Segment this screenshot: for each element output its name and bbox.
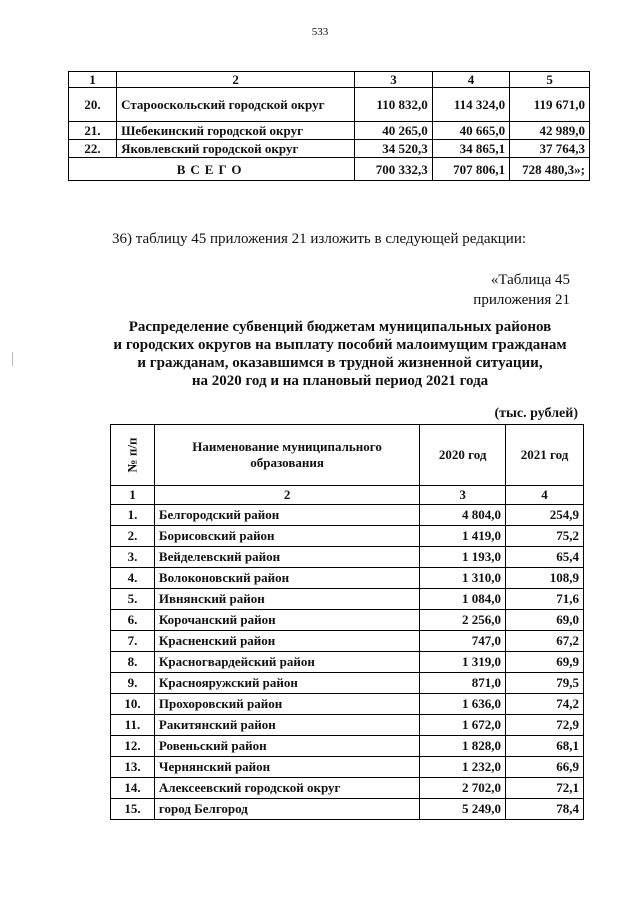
municipality-name: Ровеньский район bbox=[154, 736, 419, 757]
table-row bbox=[111, 736, 584, 757]
table-row bbox=[69, 122, 590, 140]
title-line: Распределение субвенций бюджетам муниципальных районов bbox=[128, 319, 552, 335]
title-line: и городских округов на выплату пособий малоимущим гражданам bbox=[113, 337, 567, 353]
row-number: 9. bbox=[111, 673, 155, 694]
units-label: (тыс. рублей) bbox=[494, 406, 578, 421]
row-number: 14. bbox=[111, 778, 155, 799]
value-2020: 1 828,0 bbox=[420, 736, 506, 757]
value-2020: 871,0 bbox=[420, 673, 506, 694]
table-row bbox=[69, 140, 590, 158]
continuation-table bbox=[68, 71, 590, 181]
value-2020: 1 672,0 bbox=[420, 715, 506, 736]
table-row bbox=[111, 631, 584, 652]
table-header-row bbox=[69, 72, 590, 88]
total-value: 700 332,3 bbox=[355, 158, 432, 181]
value-cell: 40 665,0 bbox=[432, 122, 509, 140]
col-number: 4 bbox=[506, 486, 584, 505]
table-reference bbox=[473, 270, 570, 310]
municipality-name: город Белгород bbox=[154, 799, 419, 820]
table-row bbox=[111, 505, 584, 526]
subvention-table bbox=[110, 424, 584, 820]
row-number: 6. bbox=[111, 610, 155, 631]
column-numbers-row bbox=[111, 486, 584, 505]
value-2020: 1 232,0 bbox=[420, 757, 506, 778]
row-number: 15. bbox=[111, 799, 155, 820]
table-row bbox=[111, 589, 584, 610]
col-number: 2 bbox=[154, 486, 419, 505]
value-2021: 78,4 bbox=[506, 799, 584, 820]
table-row bbox=[111, 715, 584, 736]
table-body bbox=[111, 505, 584, 820]
municipality-name: Прохоровский район bbox=[154, 694, 419, 715]
table-row bbox=[111, 799, 584, 820]
header-number-text: № п/п bbox=[124, 437, 140, 473]
value-2021: 69,0 bbox=[506, 610, 584, 631]
table-reference-line: «Таблица 45 bbox=[490, 272, 570, 288]
value-2020: 1 310,0 bbox=[420, 568, 506, 589]
value-2021: 68,1 bbox=[506, 736, 584, 757]
value-2021: 65,4 bbox=[506, 547, 584, 568]
margin-mark bbox=[12, 352, 13, 366]
value-cell: 40 265,0 bbox=[355, 122, 432, 140]
value-2020: 1 319,0 bbox=[420, 652, 506, 673]
value-2020: 2 702,0 bbox=[420, 778, 506, 799]
col-number: 2 bbox=[117, 72, 355, 88]
row-number: 4. bbox=[111, 568, 155, 589]
header-2020: 2020 год bbox=[420, 425, 506, 486]
value-2021: 75,2 bbox=[506, 526, 584, 547]
municipality-name: Алексеевский городской округ bbox=[154, 778, 419, 799]
value-2021: 74,2 bbox=[506, 694, 584, 715]
row-number: 20. bbox=[69, 88, 117, 122]
value-cell: 37 764,3 bbox=[510, 140, 590, 158]
table-header-row bbox=[111, 425, 584, 486]
row-number: 3. bbox=[111, 547, 155, 568]
value-2021: 254,9 bbox=[506, 505, 584, 526]
municipality-name: Ивнянский район bbox=[154, 589, 419, 610]
amendment-text: 36) таблицу 45 приложения 21 изложить в следующей редакции: bbox=[112, 231, 527, 247]
table-row bbox=[111, 694, 584, 715]
col-number: 3 bbox=[355, 72, 432, 88]
value-2020: 1 419,0 bbox=[420, 526, 506, 547]
value-2020: 5 249,0 bbox=[420, 799, 506, 820]
value-2020: 1 193,0 bbox=[420, 547, 506, 568]
row-number: 1. bbox=[111, 505, 155, 526]
table-row bbox=[69, 88, 590, 122]
value-cell: 114 324,0 bbox=[432, 88, 509, 122]
value-cell: 34 520,3 bbox=[355, 140, 432, 158]
col-number: 1 bbox=[69, 72, 117, 88]
value-2020: 4 804,0 bbox=[420, 505, 506, 526]
table-row bbox=[111, 673, 584, 694]
municipality-name: Волоконовский район bbox=[154, 568, 419, 589]
col-number: 5 bbox=[510, 72, 590, 88]
total-label: ВСЕГО bbox=[69, 158, 355, 181]
row-number: 8. bbox=[111, 652, 155, 673]
row-number: 7. bbox=[111, 631, 155, 652]
value-2021: 67,2 bbox=[506, 631, 584, 652]
value-2021: 72,1 bbox=[506, 778, 584, 799]
table-reference-line: приложения 21 bbox=[473, 292, 570, 308]
table-title bbox=[80, 318, 600, 390]
row-number: 12. bbox=[111, 736, 155, 757]
value-cell: 119 671,0 bbox=[510, 88, 590, 122]
row-number: 10. bbox=[111, 694, 155, 715]
col-number: 3 bbox=[420, 486, 506, 505]
value-2020: 1 636,0 bbox=[420, 694, 506, 715]
table-row bbox=[111, 568, 584, 589]
table-row bbox=[111, 778, 584, 799]
value-2020: 1 084,0 bbox=[420, 589, 506, 610]
value-2021: 66,9 bbox=[506, 757, 584, 778]
col-number: 1 bbox=[111, 486, 155, 505]
municipality-name: Шебекинский городской округ bbox=[117, 122, 355, 140]
municipality-name: Старооскольский городской округ bbox=[117, 88, 355, 122]
municipality-name: Яковлевский городской округ bbox=[117, 140, 355, 158]
value-2021: 71,6 bbox=[506, 589, 584, 610]
row-number: 13. bbox=[111, 757, 155, 778]
row-number: 2. bbox=[111, 526, 155, 547]
total-row bbox=[69, 158, 590, 181]
row-number: 21. bbox=[69, 122, 117, 140]
municipality-name: Красненский район bbox=[154, 631, 419, 652]
municipality-name: Белгородский район bbox=[154, 505, 419, 526]
row-number: 5. bbox=[111, 589, 155, 610]
municipality-name: Краснояружский район bbox=[154, 673, 419, 694]
value-2021: 69,9 bbox=[506, 652, 584, 673]
page-number: 533 bbox=[311, 26, 329, 38]
table-row bbox=[111, 610, 584, 631]
title-line: и гражданам, оказавшимся в трудной жизненной ситуации, bbox=[137, 355, 543, 371]
municipality-name: Корочанский район bbox=[154, 610, 419, 631]
value-2020: 747,0 bbox=[420, 631, 506, 652]
table-row bbox=[111, 757, 584, 778]
municipality-name: Ракитянский район bbox=[154, 715, 419, 736]
municipality-name: Вейделевский район bbox=[154, 547, 419, 568]
value-cell: 110 832,0 bbox=[355, 88, 432, 122]
table-row bbox=[111, 652, 584, 673]
value-cell: 34 865,1 bbox=[432, 140, 509, 158]
total-value: 707 806,1 bbox=[432, 158, 509, 181]
header-2021: 2021 год bbox=[506, 425, 584, 486]
row-number: 22. bbox=[69, 140, 117, 158]
header-number bbox=[111, 425, 155, 486]
value-2021: 79,5 bbox=[506, 673, 584, 694]
row-number: 11. bbox=[111, 715, 155, 736]
municipality-name: Красногвардейский район bbox=[154, 652, 419, 673]
municipality-name: Чернянский район bbox=[154, 757, 419, 778]
municipality-name: Борисовский район bbox=[154, 526, 419, 547]
value-2020: 2 256,0 bbox=[420, 610, 506, 631]
col-number: 4 bbox=[432, 72, 509, 88]
value-2021: 108,9 bbox=[506, 568, 584, 589]
value-2021: 72,9 bbox=[506, 715, 584, 736]
title-line: на 2020 год и на плановый период 2021 года bbox=[191, 373, 489, 389]
header-name: Наименование муниципального образования bbox=[154, 425, 419, 486]
table-row bbox=[111, 526, 584, 547]
table-row bbox=[111, 547, 584, 568]
total-value: 728 480,3»; bbox=[510, 158, 590, 181]
value-cell: 42 989,0 bbox=[510, 122, 590, 140]
